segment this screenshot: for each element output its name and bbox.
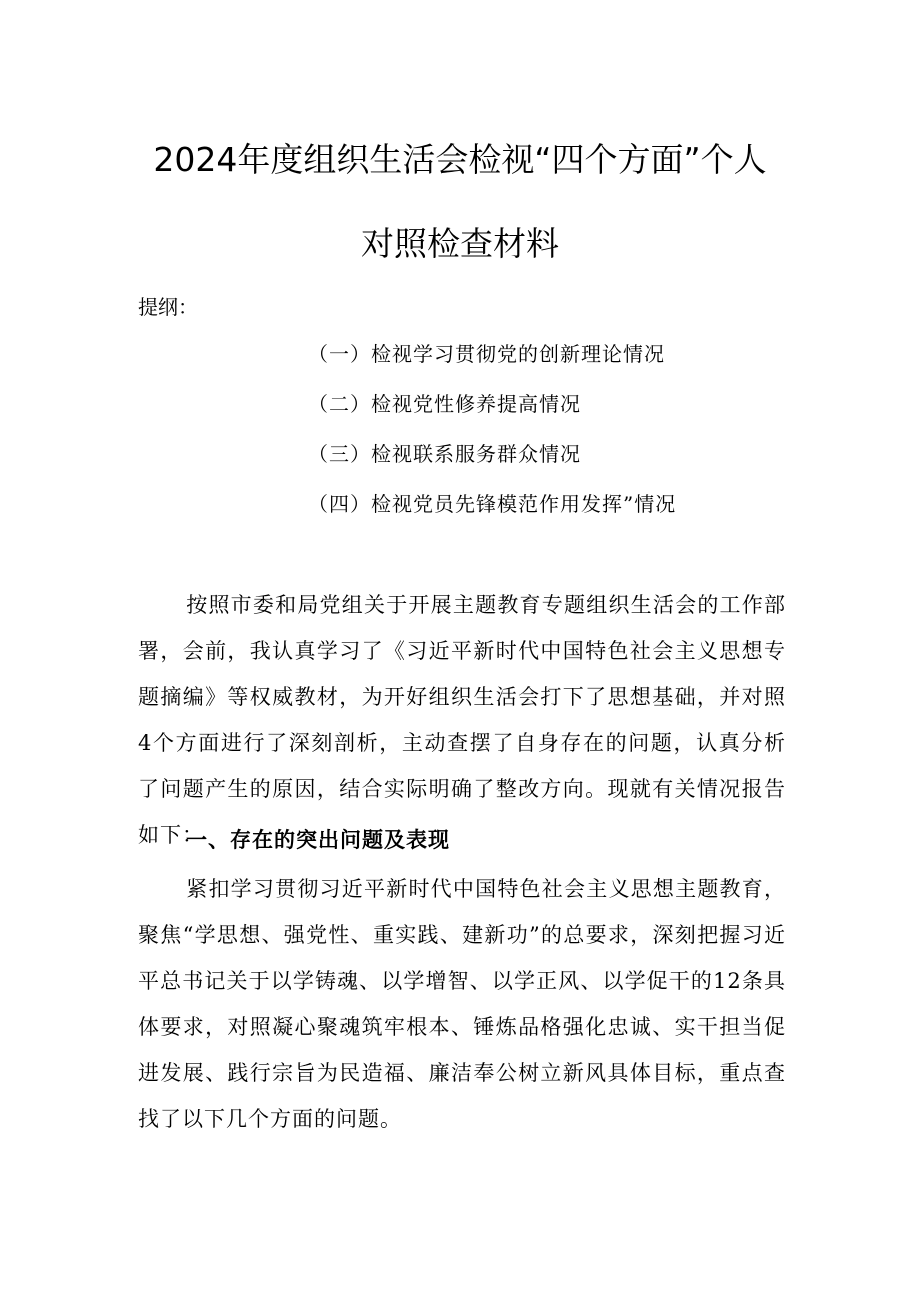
section-1-heading: 一、存在的突出问题及表现: [186, 827, 450, 852]
outline-item-3: （三）检视联系服务群众情况: [308, 442, 581, 466]
outline-item-4: （四）检视党员先锋模范作用发挥”情况: [308, 492, 677, 516]
outline-list: [308, 340, 676, 540]
outline-item-1: （一）检视学习贯彻党的创新理论情况: [308, 342, 665, 366]
section-1-paragraph: [138, 866, 786, 1142]
document-title-line-1: 2024年度组织生活会检视“四个方面”个人: [153, 140, 767, 179]
intro-paragraph: [138, 582, 786, 858]
outline-item-2: （二）检视党性修养提高情况: [308, 392, 581, 416]
intro-paragraph-text: 按照市委和局党组关于开展主题教育专题组织生活会的工作部署，会前，我认真学习了《习近平新时代中国特色社会主义思想专题摘编》等权威教材，为开好组织生活会打下了思想基础，并对照4个方面进行了深刻剖析，主动查摆了自身存在的问题，认真分析了问题产生的原因，结合实际明确了整改方向。现就有关情况报告如下：: [138, 593, 786, 847]
outline-label: 提纲：: [138, 295, 198, 319]
document-title-line-2: 对照检查材料: [361, 224, 559, 263]
section-1-paragraph-text: 紧扣学习贯彻习近平新时代中国特色社会主义思想主题教育，聚焦“学思想、强党性、重实践、建新功”的总要求，深刻把握习近平总书记关于以学铸魂、以学增智、以学正风、以学促干的12条具体要求，对照凝心聚魂筑牢根本、锤炼品格强化忠诚、实干担当促进发展、践行宗旨为民造福、廉洁奉公树立新风具体目标，重点查找了以下几个方面的问题。: [138, 877, 786, 1131]
